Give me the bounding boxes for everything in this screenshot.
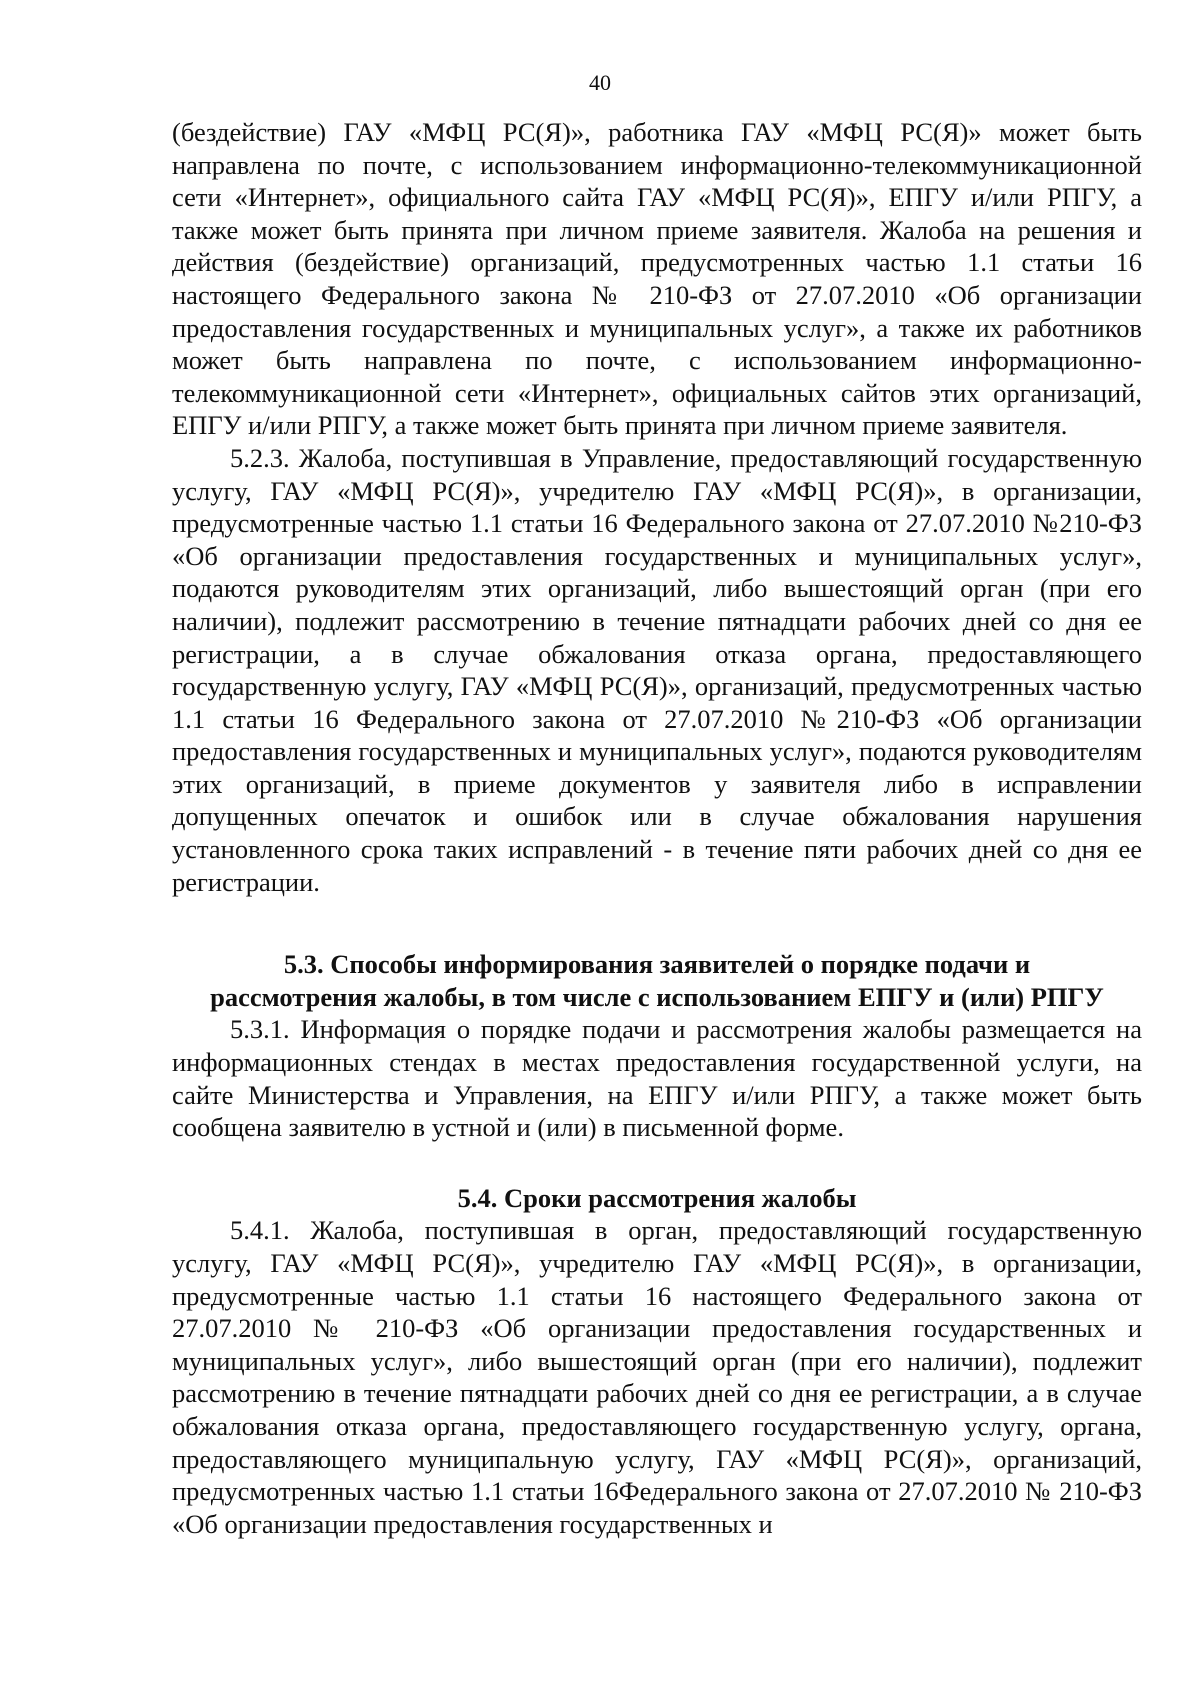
section-heading-5-3-line2: рассмотрения жалобы, в том числе с использованием ЕПГУ и (или) РПГУ xyxy=(210,981,1104,1012)
section-heading-5-3 xyxy=(172,948,1142,1013)
paragraph-continuation: (бездействие) ГАУ «МФЦ РС(Я)», работника ГАУ «МФЦ РС(Я)» может быть направлена по почте, с использованием информационно-телекоммуникационной сети «Интернет», официального сайта ГАУ «МФЦ РС(Я)», ЕПГУ и/или РПГУ, а также может быть принята при личном приеме заявителя. Жалоба на решения и действия (бездействие) организаций, предусмотренных частью 1.1 статьи 16 настоящего Федерального закона № 210-ФЗ от 27.07.2010 «Об организации предоставления государственных и муниципальных услуг», а также их работников может быть направлена по почте, с использованием информационно-телекоммуникационной сети «Интернет», официальных сайтов этих организаций, ЕПГУ и/или РПГУ, а также может быть принята при личном приеме заявителя. xyxy=(172,117,1142,441)
paragraph-5-3-1: 5.3.1. Информация о порядке подачи и рассмотрения жалобы размещается на информационных стендах в местах предоставления государственной услуги, на сайте Министерства и Управления, на ЕПГУ и/или РПГУ, а также может быть сообщена заявителю в устной и (или) в письменной форме. xyxy=(172,1014,1142,1143)
page-number: 40 xyxy=(589,70,611,95)
section-heading-5-3-line1: 5.3. Способы информирования заявителей о порядке подачи и xyxy=(283,949,1031,980)
paragraph-5-4-1: 5.4.1. Жалоба, поступившая в орган, предоставляющий государственную услугу, ГАУ «МФЦ РС(Я)», учредителю ГАУ «МФЦ РС(Я)», в организации, предусмотренные частью 1.1 статьи 16 настоящего Федерального закона от 27.07.2010 № 210-ФЗ «Об организации предоставления государственных и муниципальных услуг», либо вышестоящий орган (при его наличии), подлежит рассмотрению в течение пятнадцати рабочих дней со дня ее регистрации, а в случае обжалования отказа органа, предоставляющего государственную услугу, органа, предоставляющего муниципальную услугу, ГАУ «МФЦ РС(Я)», организаций, предусмотренных частью 1.1 статьи 16Федерального закона от 27.07.2010 № 210-ФЗ «Об организации предоставления государственных и xyxy=(172,1215,1142,1539)
document-body xyxy=(172,116,1142,1540)
paragraph-5-2-3: 5.2.3. Жалоба, поступившая в Управление, предоставляющий государственную услугу, ГАУ «МФЦ РС(Я)», учредителю ГАУ «МФЦ РС(Я)», в организации, предусмотренные частью 1.1 статьи 16 Федерального закона от 27.07.2010 №210-ФЗ «Об организации предоставления государственных и муниципальных услуг», подаются руководителям этих организаций, либо вышестоящий орган (при его наличии), подлежит рассмотрению в течение пятнадцати рабочих дней со дня ее регистрации, а в случае обжалования отказа органа, предоставляющего государственную услугу, ГАУ «МФЦ РС(Я)», организаций, предусмотренных частью 1.1 статьи 16 Федерального закона от 27.07.2010 №210-ФЗ «Об организации предоставления государственных и муниципальных услуг», подаются руководителям этих организаций, в приеме документов у заявителя либо в исправлении допущенных опечаток и ошибок или в случае обжалования нарушения установленного срока таких исправлений - в течение пяти рабочих дней со дня ее регистрации. xyxy=(172,442,1142,897)
section-heading-5-4: 5.4. Сроки рассмотрения жалобы xyxy=(457,1182,857,1213)
